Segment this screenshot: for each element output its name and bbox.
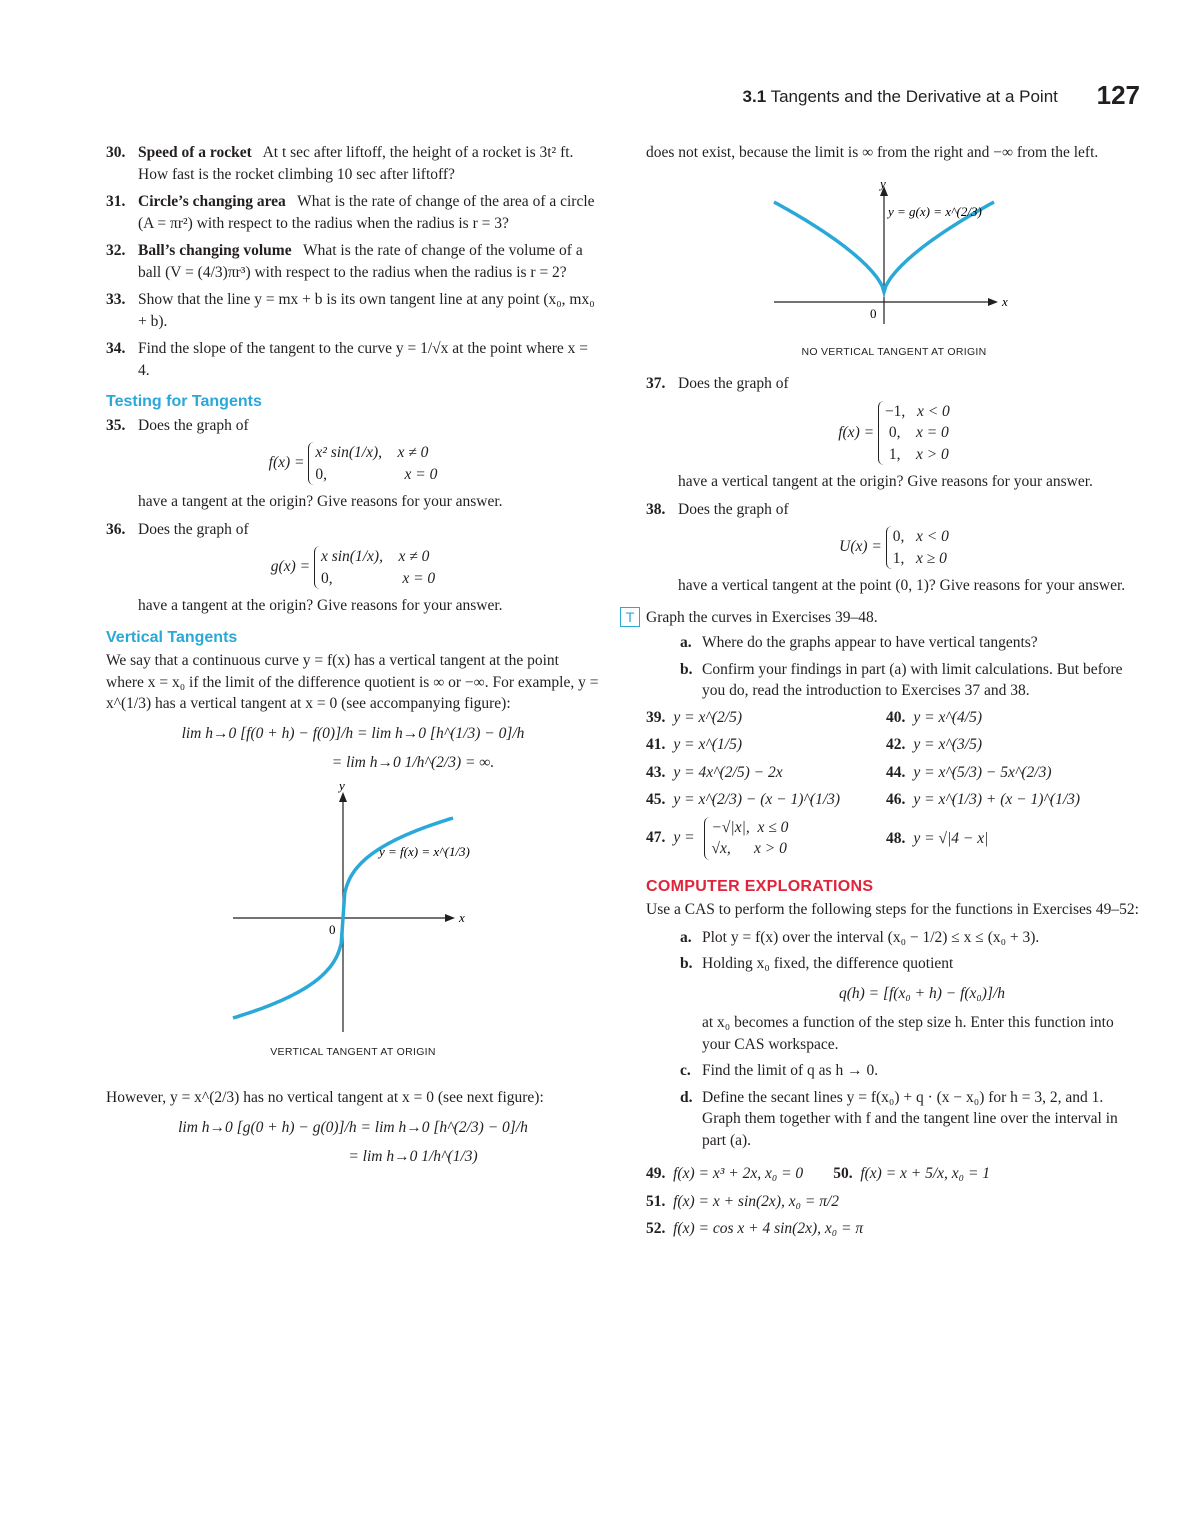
exercise-34: 34. Find the slope of the tangent to the curve y = 1/√x at the point where x = 4. bbox=[106, 340, 588, 379]
x-axis-arrow bbox=[988, 298, 998, 306]
figure-caption: VERTICAL TANGENT AT ORIGIN bbox=[270, 1045, 436, 1058]
cas-item-c: c. Find the limit of q as h → 0. bbox=[680, 1062, 879, 1079]
exercise-title: Speed of a rocket bbox=[138, 144, 252, 161]
exercise-40: 40. y = x^(4/5) bbox=[886, 708, 983, 726]
exercise-49: 49. f(x) = x³ + 2x, x₀ = 0 bbox=[646, 1165, 804, 1182]
heading-testing-tangents: Testing for Tangents bbox=[106, 393, 262, 410]
curve-label: y = f(x) = x^(1/3) bbox=[379, 843, 470, 859]
exercise-38-tail: have a vertical tangent at the point (0, 1)? Give reasons for your answer. bbox=[678, 577, 1126, 594]
technology-icon: T bbox=[620, 607, 640, 627]
cas-items bbox=[646, 927, 1142, 1152]
item-a: a. Where do the graphs appear to have vertical tangents? bbox=[680, 634, 1038, 651]
cas-item-a: a. Plot y = f(x) over the interval (x₀ − 1/2) ≤ x ≤ (x₀ + 3). bbox=[680, 928, 1040, 946]
graph-intro: T Graph the curves in Exercises 39–48. bbox=[646, 607, 1142, 629]
cube-root-figure bbox=[223, 782, 483, 1042]
exercise-title: Ball’s changing volume bbox=[138, 242, 292, 259]
cas-item-b-cont: at x₀ becomes a function of the step size h. Enter this function into your CAS workspace. bbox=[702, 1014, 1114, 1053]
limit-equation-4: = lim h→0 1/h^(1/3) bbox=[348, 1148, 478, 1165]
limit-equation-1: lim h→0 [f(0 + h) − f(0)]/h = lim h→0 [h^(1/3) − 0]/h bbox=[181, 724, 525, 742]
x-axis-arrow bbox=[445, 914, 455, 922]
exercise-39: 39. y = x^(2/5) bbox=[646, 708, 743, 726]
exercise-32: 32. Ball’s changing volume What is the rate of change of the volume of a ball (V = (4/3)πr³) with respect to the radius when the radius is r = 2? bbox=[106, 242, 583, 281]
exercise-35-tail: have a tangent at the origin? Give reasons for your answer. bbox=[138, 493, 503, 510]
continued-paragraph: does not exist, because the limit is ∞ from the right and −∞ from the left. bbox=[646, 144, 1099, 161]
difference-quotient: q(h) = [f(x₀ + h) − f(x₀)]/h bbox=[838, 984, 1006, 1002]
exercise-31: 31. Circle’s changing area What is the rate of change of the area of a circle (A = πr²) with respect to the radius when the radius is r = 3? bbox=[106, 193, 595, 232]
exercise-42: 42. y = x^(3/5) bbox=[886, 736, 983, 753]
limit-equation-2: = lim h→0 1/h^(2/3) = ∞. bbox=[331, 754, 495, 771]
exercise-48: 48. y = √|4 − x| bbox=[886, 829, 989, 847]
exercise-36: 36. Does the graph of bbox=[106, 520, 249, 538]
heading-vertical-tangents: Vertical Tangents bbox=[106, 628, 238, 646]
exercise-47: 47. y = −√|x|, x ≤ 0 √x, x > 0 bbox=[646, 817, 886, 860]
vertical-tangent-paragraph: We say that a continuous curve y = f(x) has a vertical tangent at the point where x = x₀ if the limit of the difference quotient is ∞ or −∞. For example, y = x^(1/3) has a vertical tangent at x = 0 (see accompanying figure): bbox=[106, 652, 599, 712]
exercise-33: 33. Show that the line y = mx + b is its own tangent line at any point (x₀, mx₀ + b). bbox=[106, 291, 595, 330]
exercise-45: 45. y = x^(2/3) − (x − 1)^(1/3) bbox=[646, 791, 841, 808]
exercises-49-52 bbox=[646, 1163, 1142, 1240]
item-b: b. Confirm your findings in part (a) with limit calculations. But before you do, read the introduction to Exercises 37 and 38. bbox=[680, 660, 1123, 699]
section-title: Tangents and the Derivative at a Point bbox=[770, 87, 1058, 106]
origin-label: 0 bbox=[870, 305, 877, 321]
exercise-44: 44. y = x^(5/3) − 5x^(2/3) bbox=[886, 763, 1052, 781]
page-header bbox=[743, 80, 1140, 111]
two-thirds-figure bbox=[764, 178, 1024, 342]
exercise-51: 51. f(x) = x + sin(2x), x₀ = π/2 bbox=[646, 1192, 840, 1210]
figure-caption: NO VERTICAL TANGENT AT ORIGIN bbox=[801, 345, 987, 358]
exercise-title: Circle’s changing area bbox=[138, 193, 286, 210]
however-paragraph: However, y = x^(2/3) has no vertical tangent at x = 0 (see next figure): bbox=[106, 1089, 544, 1106]
exercises-39-48 bbox=[646, 707, 1142, 860]
heading-computer-explorations: COMPUTER EXPLORATIONS bbox=[646, 877, 874, 895]
exercise-38: 38. Does the graph of bbox=[646, 500, 789, 518]
y-axis-label: y bbox=[339, 781, 345, 793]
x-axis-label: x bbox=[1002, 293, 1008, 309]
origin-label: 0 bbox=[329, 921, 336, 937]
exercise-52: 52. f(x) = cos x + 4 sin(2x), x₀ = π bbox=[646, 1220, 864, 1237]
exercise-30: 30. Speed of a rocket At t sec after liftoff, the height of a rocket is 3t² ft. How fast is the rocket climbing 10 sec after liftoff? bbox=[106, 144, 574, 183]
piecewise-36: g(x) = x sin(1/x), x ≠ 0 0, x = 0 bbox=[106, 546, 600, 589]
exercise-43: 43. y = 4x^(2/5) − 2x bbox=[646, 763, 783, 781]
exercise-41: 41. y = x^(1/5) bbox=[646, 736, 743, 753]
right-column bbox=[625, 142, 1142, 1240]
left-column bbox=[106, 142, 600, 1176]
y-axis-label: y bbox=[880, 177, 886, 191]
graph-items bbox=[646, 632, 1142, 702]
exercise-37: 37. Does the graph of bbox=[646, 375, 789, 392]
exercise-35: 35. Does the graph of bbox=[106, 416, 249, 434]
piecewise-37: f(x) = −1, x < 0 0, x = 0 1, x > 0 bbox=[646, 401, 1142, 466]
exercise-36-tail: have a tangent at the origin? Give reasons for your answer. bbox=[138, 597, 503, 614]
piecewise-35: f(x) = x² sin(1/x), x ≠ 0 0, x = 0 bbox=[106, 442, 600, 485]
exercise-50: 50. f(x) = x + 5/x, x₀ = 1 bbox=[833, 1165, 991, 1182]
piecewise-38: U(x) = 0, x < 0 1, x ≥ 0 bbox=[646, 526, 1142, 569]
exercise-37-tail: have a vertical tangent at the origin? Give reasons for your answer. bbox=[678, 473, 1093, 490]
section-number: 3.1 bbox=[742, 87, 767, 106]
limit-equation-3: lim h→0 [g(0 + h) − g(0)]/h = lim h→0 [h^(2/3) − 0]/h bbox=[178, 1118, 528, 1136]
cas-intro: Use a CAS to perform the following steps for the functions in Exercises 49–52: bbox=[646, 901, 1139, 918]
curve-label: y = g(x) = x^(2/3) bbox=[888, 203, 982, 219]
exercise-46: 46. y = x^(1/3) + (x − 1)^(1/3) bbox=[886, 791, 1081, 808]
cas-item-d: d. Define the secant lines y = f(x₀) + q · (x − x₀) for h = 3, 2, and 1. Graph them together with f and the tangent line over the interval in part (a). bbox=[680, 1088, 1118, 1149]
cas-item-b: b. Holding x₀ fixed, the difference quotient bbox=[680, 955, 954, 972]
x-axis-label: x bbox=[459, 909, 465, 925]
page-number: 127 bbox=[1096, 80, 1140, 110]
y-axis-arrow bbox=[339, 792, 347, 802]
